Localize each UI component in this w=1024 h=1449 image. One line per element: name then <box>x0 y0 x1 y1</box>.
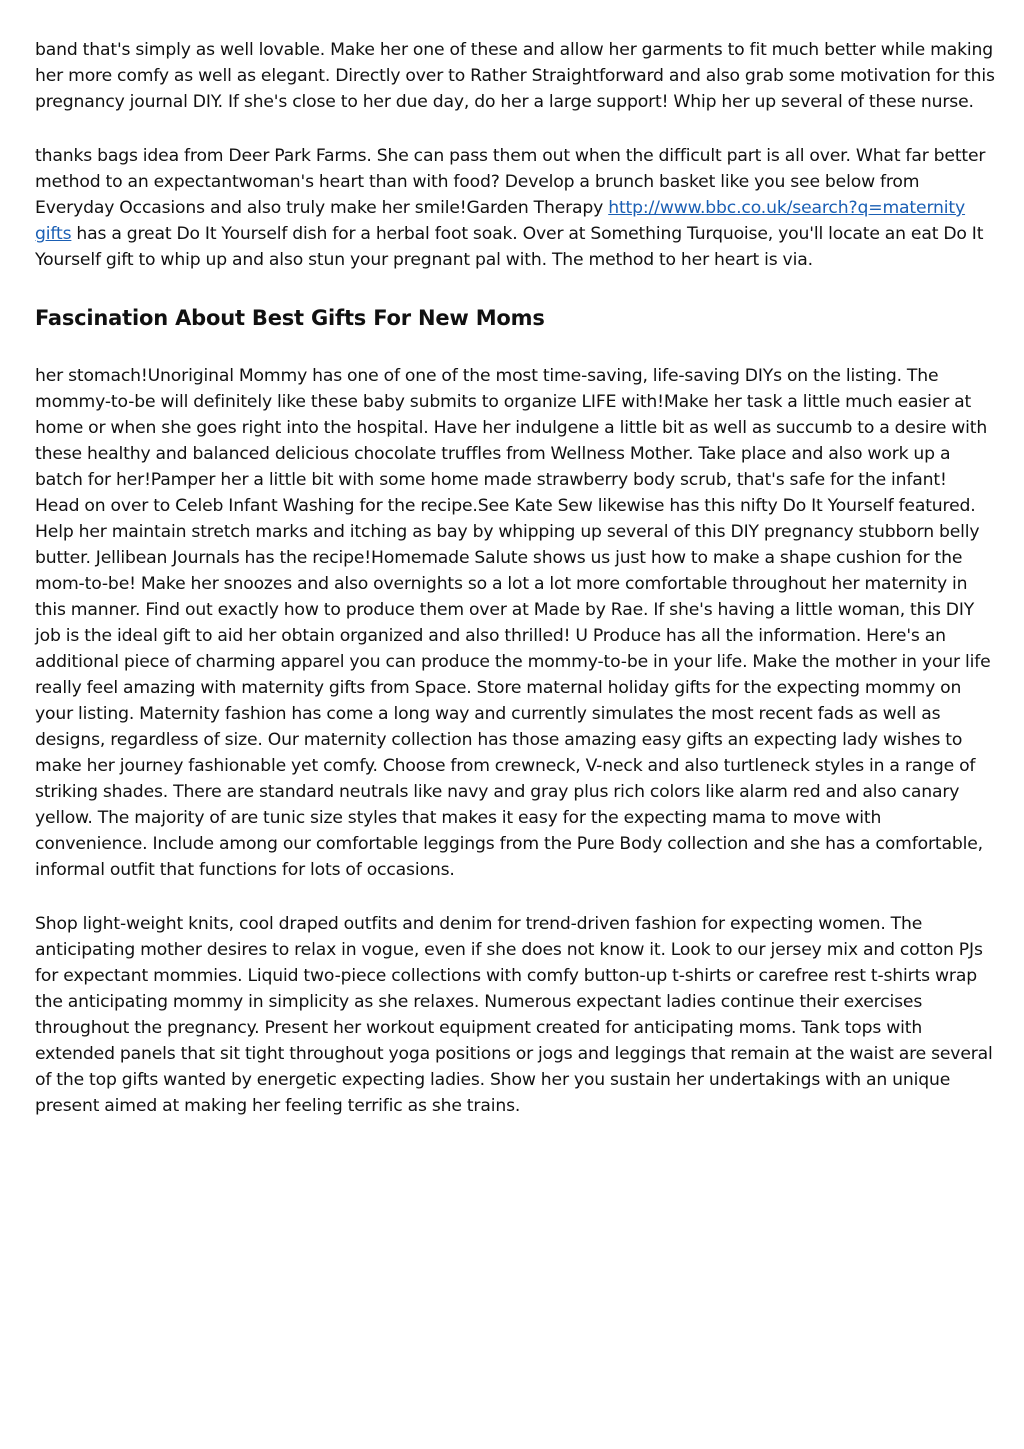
paragraph-1: band that's simply as well lovable. Make her one of these and allow her garments to fit much better while making her more comfy as well as elegant. Directly over to Rather Straightforward and also grab some motivation for this pregnancy journal DIY. If she's close to her due day, do her a large support! Whip her up several of these nurse. <box>35 40 995 112</box>
section-heading: Fascination About Best Gifts For New Moms <box>35 306 545 330</box>
paragraph-2 <box>35 143 995 273</box>
document-page <box>35 37 995 1119</box>
paragraph-2-text-before-link: thanks bags idea from Deer Park Farms. She can pass them out when the difficult part is all over. What far better method to an expectantwoman's heart than with food? Develop a brunch basket like you see below from Everyday Occasions and also truly make her smile!Garden Therapy <box>35 146 986 218</box>
maternity-gifts-link[interactable]: http://www.bbc.co.uk/search?q=maternity gifts <box>35 198 966 244</box>
paragraph-3: her stomach!Unoriginal Mommy has one of one of the most time-saving, life-saving DIYs on the listing. The mommy-to-be will definitely like these baby submits to organize LIFE with!Make her task a little much easier at home or when she goes right into the hospital. Have her indulgene a little bit as well as succumb to a desire with these healthy and balanced delicious chocolate truffles from Wellness Mother. Take place and also work up a batch for her!Pamper her a little bit with some home made strawberry body scrub, that's safe for the infant! Head on over to Celeb Infant Washing for the recipe.See Kate Sew likewise has this nifty Do It Yourself featured. Help her maintain stretch marks and itching as bay by whipping up several of this DIY pregnancy stubborn belly butter. Jellibean Journals has the recipe!Homemade Salute shows us just how to make a shape cushion for the mom-to-be! Make her snoozes and also overnights so a lot a lot more comfortable throughout her maternity in this manner. Find out exactly how to produce them over at Made by Rae. If she's having a little woman, this DIY job is the ideal gift to aid her obtain organized and also thrilled! U Produce has all the information. Here's an additional piece of charming apparel you can produce the mommy-to-be in your life. Make the mother in your life really feel amazing with maternity gifts from Space. Store maternal holiday gifts for the expecting mommy on your listing. Maternity fashion has come a long way and currently simulates the most recent fads as well as designs, regardless of size. Our maternity collection has those amazing easy gifts an expecting lady wishes to make her journey fashionable yet comfy. Choose from crewneck, V-neck and also turtleneck styles in a range of striking shades. There are standard neutrals like navy and gray plus rich colors like alarm red and also canary yellow. The majority of are tunic size styles that makes it easy for the expecting mama to move with convenience. Include among our comfortable leggings from the Pure Body collection and she has a comfortable, informal outfit that functions for lots of occasions. <box>35 366 991 880</box>
paragraph-4: Shop light-weight knits, cool draped outfits and denim for trend-driven fashion for expecting women. The anticipating mother desires to relax in vogue, even if she does not know it. Look to our jersey mix and cotton PJs for expectant mommies. Liquid two-piece collections with comfy button-up t-shirts or carefree rest t-shirts wrap the anticipating mommy in simplicity as she relaxes. Numerous expectant ladies continue their exercises throughout the pregnancy. Present her workout equipment created for anticipating moms. Tank tops with extended panels that sit tight throughout yoga positions or jogs and leggings that remain at the waist are several of the top gifts wanted by energetic expecting ladies. Show her you sustain her undertakings with an unique present aimed at making her feeling terrific as she trains. <box>35 914 993 1116</box>
paragraph-2-text-after-link: has a great Do It Yourself dish for a herbal foot soak. Over at Something Turquoise, you'll locate an eat Do It Yourself gift to whip up and also stun your pregnant pal with. The method to her heart is via. <box>35 224 984 270</box>
